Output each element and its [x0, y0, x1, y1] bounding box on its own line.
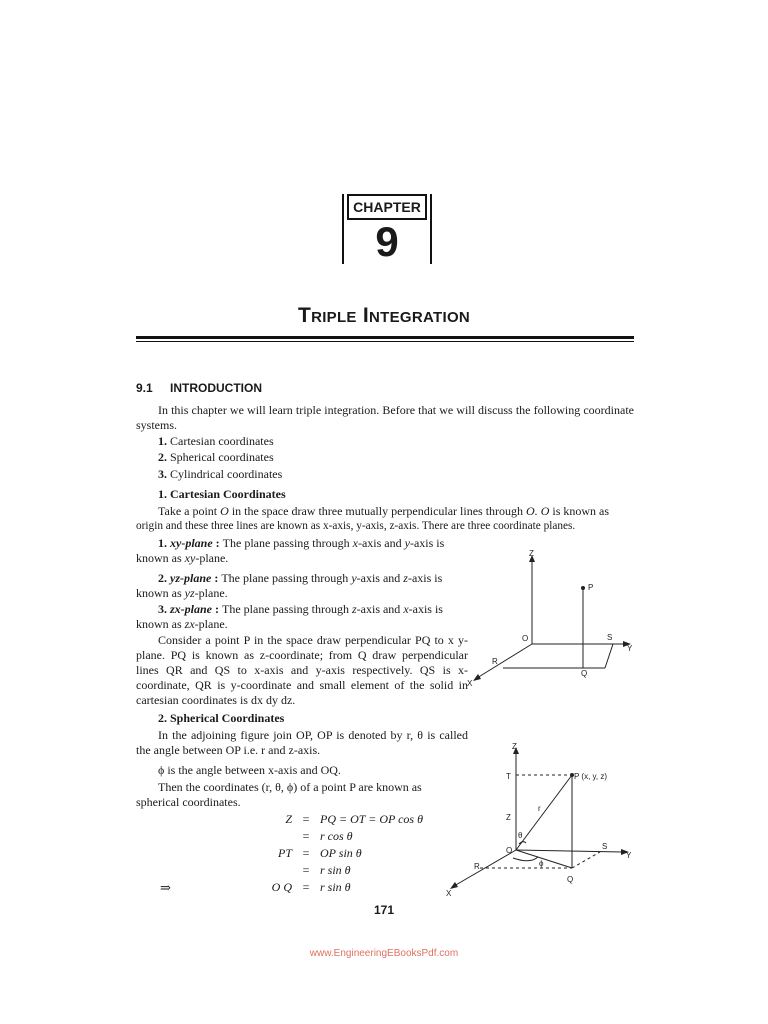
label-s: S	[607, 633, 613, 642]
label-y: Y	[626, 851, 632, 860]
spherical-figure	[440, 740, 640, 900]
spherical-para2: ϕ is the angle between x-axis and OQ.	[158, 763, 341, 777]
label-z-top: Z	[512, 742, 517, 751]
equation-row: = r cos θ	[302, 829, 353, 843]
label-theta: θ	[518, 831, 523, 840]
coord-list-item: 2. Spherical coordinates	[158, 450, 274, 464]
coord-list-item: 1. Cartesian coordinates	[158, 434, 274, 448]
section-number: 9.1	[136, 381, 153, 395]
section-title: INTRODUCTION	[170, 381, 262, 395]
phi-arc	[513, 857, 538, 861]
page-number: 171	[373, 903, 395, 917]
plane-item-zx: 3. zx-plane : The plane passing through z-axis and x-axis is known as zx-plane.	[136, 602, 443, 631]
label-z: Z	[529, 549, 534, 558]
title-rule-thin	[136, 341, 634, 342]
point-p	[581, 586, 585, 590]
x-arrowhead	[473, 674, 481, 681]
label-phi: ϕ	[539, 859, 544, 868]
label-r: R	[492, 657, 498, 666]
coord-list-item: 3. Cylindrical coordinates	[158, 467, 283, 481]
spherical-para1: In the adjoining figure join OP, OP is denoted by r, θ is called the angle between OP i.e. r and z-axis.	[136, 728, 468, 757]
label-p: P (x, y, z)	[574, 772, 608, 781]
title-rule	[136, 336, 634, 339]
label-q: Q	[581, 669, 588, 678]
implies-symbol: ⇒	[160, 880, 171, 895]
label-o: O	[506, 846, 513, 855]
op-line	[516, 775, 572, 850]
equation-row: PT = OP sin θ	[277, 846, 362, 860]
intro-paragraph: In this chapter we will learn triple integration. Before that we will discuss the following coordinate systems.	[136, 403, 634, 432]
x-axis-line	[477, 644, 532, 678]
plane-item-xy: 1. xy-plane : The plane passing through x-axis and y-axis is known as xy-plane.	[136, 536, 445, 565]
label-x: X	[467, 679, 473, 688]
consider-paragraph: Consider a point P in the space draw perpendicular PQ to x y-plane. PQ is known as z-coordinate; from Q draw perpendicular lines QR and QS to x-axis and y-axis respectively. QS is x-coordinate, QR is y-coordinate and small element of the solid in cartesian coordinates is dx dy dz.	[136, 633, 468, 707]
label-q: Q	[567, 875, 574, 884]
spherical-heading: 2. Spherical Coordinates	[158, 711, 285, 725]
label-x: X	[446, 889, 452, 898]
label-o: O	[522, 634, 529, 643]
chapter-title: Triple Integration	[297, 304, 471, 327]
label-r-line: r	[538, 804, 541, 813]
qs-dashed-line	[572, 852, 600, 868]
equation-row: = r sin θ	[302, 863, 351, 877]
chapter-label: CHAPTER	[347, 194, 427, 220]
cartesian-figure	[465, 548, 640, 693]
spherical-para3: Then the coordinates (r, θ, ϕ) of a point P are known as spherical coordinates.	[136, 780, 422, 809]
equation-row: O Q = r sin θ	[271, 880, 351, 894]
label-r: R	[474, 862, 480, 871]
plane-item-yz: 2. yz-plane : The plane passing through y-axis and z-axis is known as yz-plane.	[136, 571, 443, 600]
label-s: S	[602, 842, 608, 851]
theta-arc	[519, 842, 526, 844]
oq-line	[516, 850, 572, 868]
equation-row: Z = PQ = OT = OP cos θ	[285, 812, 423, 826]
chapter-box	[342, 194, 432, 264]
footer-url[interactable]: www.EngineeringEBooksPdf.com	[309, 948, 459, 959]
cartesian-heading: 1. Cartesian Coordinates	[158, 487, 286, 501]
x-arrowhead	[450, 882, 458, 889]
chapter-number: 9	[375, 218, 399, 265]
label-t: T	[506, 772, 511, 781]
label-y: Y	[627, 644, 633, 653]
cartesian-para-line2: origin and these three lines are known as x-axis, y-axis, z-axis. There are three coordinate planes.	[136, 520, 576, 532]
cartesian-para-line1: Take a point O in the space draw three mutually perpendicular lines through O. O is known as	[158, 504, 610, 518]
qs-line	[605, 644, 613, 668]
label-p: P	[588, 583, 594, 592]
label-z-side: Z	[506, 813, 511, 822]
